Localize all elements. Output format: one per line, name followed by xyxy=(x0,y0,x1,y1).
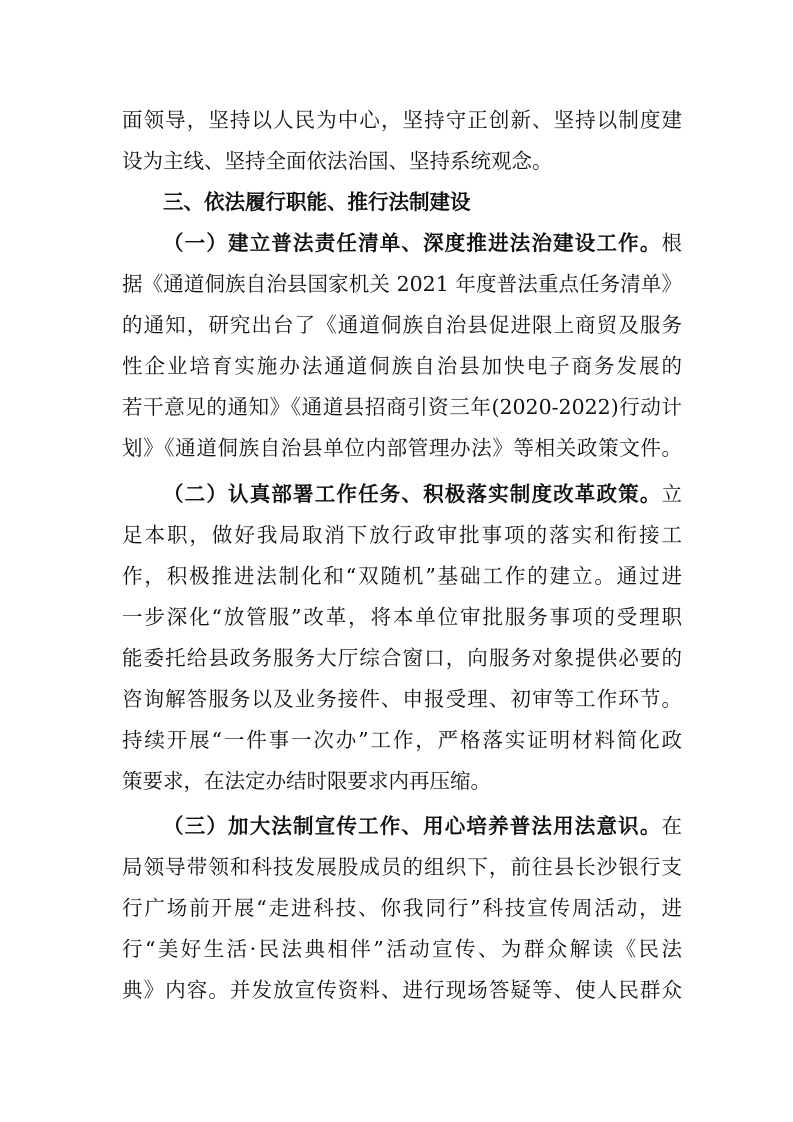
subsection-title: （二）认真部署工作任务、积极落实制度改革政策。 xyxy=(163,482,662,506)
text-line: 局领导带领和科技发展股成员的组织下，前往县长沙银行支 xyxy=(122,855,682,879)
subsection-line xyxy=(163,812,682,840)
text-line: 足本职，做好我局取消下放行政审批事项的落实和衔接工 xyxy=(122,523,682,547)
text-line: 行“美好生活·民法典相伴”活动宣传、为群众解读《民法 xyxy=(122,937,682,961)
section-heading: 三、依法履行职能、推行法制建设 xyxy=(163,190,471,214)
subsection-rest: 根 xyxy=(661,231,682,255)
text-line: 设为主线、坚持全面依法治国、坚持系统观念。 xyxy=(122,149,553,173)
text-line: 作，积极推进法制化和“双随机”基础工作的建立。通过进 xyxy=(122,564,682,588)
text-line: 的通知，研究出台了《通道侗族自治县促进限上商贸及服务 xyxy=(122,313,682,337)
text-line: 性企业培育实施办法通道侗族自治县加快电子商务发展的 xyxy=(122,354,682,378)
text-line: 行广场前开展“走进科技、你我同行”科技宣传周活动，进 xyxy=(122,896,682,920)
text-line: 能委托给县政务服务大厅综合窗口，向服务对象提供必要的 xyxy=(122,646,682,670)
subsection-rest: 在 xyxy=(661,814,682,838)
subsection-rest: 立 xyxy=(661,482,682,506)
text-line: 持续开展“一件事一次办”工作，严格落实证明材料简化政 xyxy=(122,728,682,752)
text-line: 典》内容。并发放宣传资料、进行现场答疑等、使人民群众 xyxy=(122,978,682,1002)
text-line: 据《通道侗族自治县国家机关 2021 年度普法重点任务清单》 xyxy=(122,272,682,296)
text-line: 咨询解答服务以及业务接件、申报受理、初审等工作环节。 xyxy=(122,687,682,711)
text-line: 策要求，在法定办结时限要求内再压缩。 xyxy=(122,769,491,793)
text-line: 面领导，坚持以人民为中心，坚持守正创新、坚持以制度建 xyxy=(122,108,682,132)
text-line: 划》《通道侗族自治县单位内部管理办法》等相关政策文件。 xyxy=(122,436,682,460)
text-line: 若干意见的通知》《通道县招商引资三年(2020-2022)行动计 xyxy=(122,395,682,419)
subsection-title: （一）建立普法责任清单、深度推进法治建设工作。 xyxy=(163,231,662,255)
text-line: 一步深化“放管服”改革，将本单位审批服务事项的受理职 xyxy=(122,605,682,629)
subsection-line xyxy=(163,229,682,257)
subsection-title: （三）加大法制宣传工作、用心培养普法用法意识。 xyxy=(163,814,662,838)
subsection-line xyxy=(163,480,682,508)
